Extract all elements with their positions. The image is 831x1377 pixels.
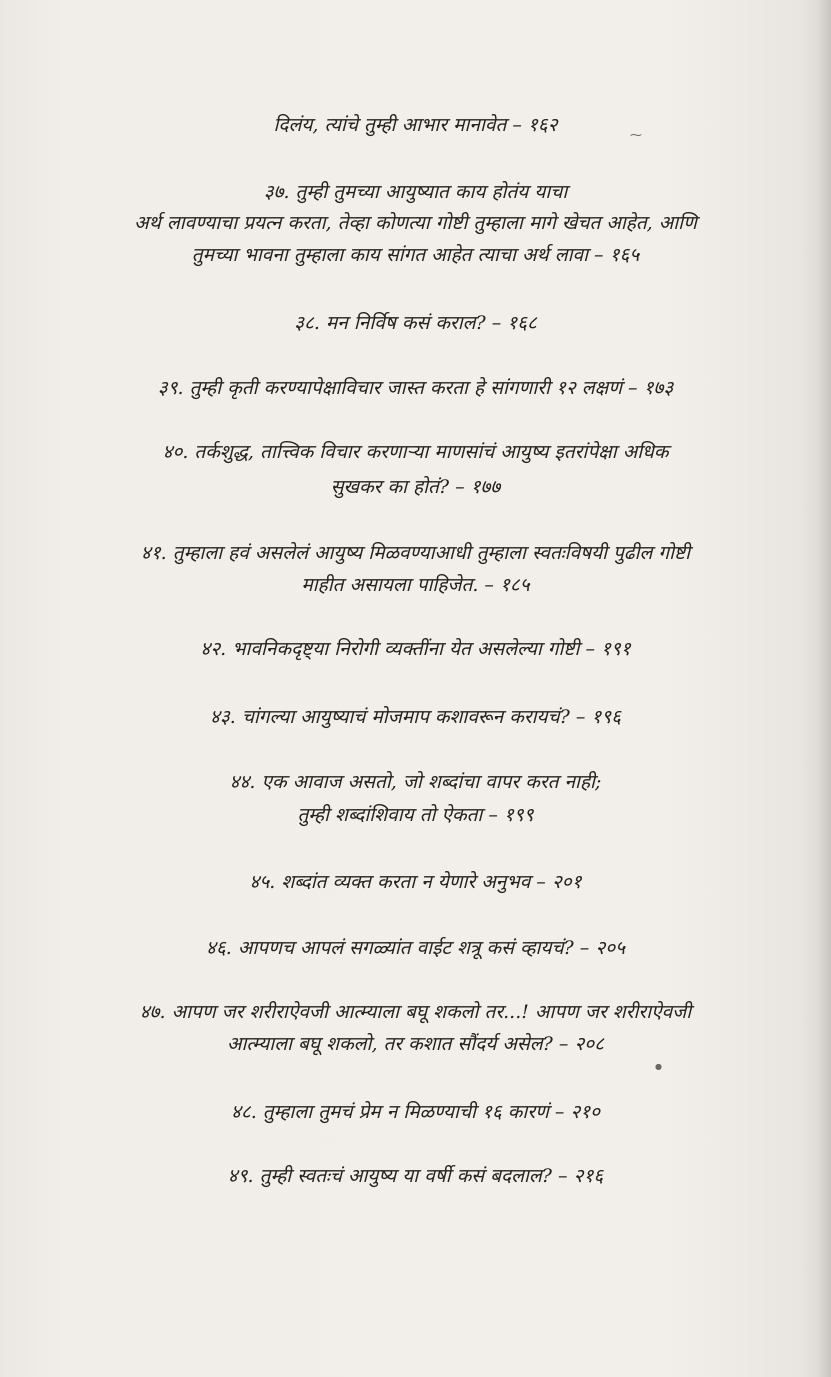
ink-dot: ● <box>655 1062 662 1071</box>
toc-entry-42: ४२. भावनिकदृष्ट्या निरोगी व्यक्तींना येत असलेल्या गोष्टी – १९१ <box>200 638 631 660</box>
toc-entry-37-line2: अर्थ लावण्याचा प्रयत्न करता, तेव्हा कोणत्या गोष्टी तुम्हाला मागे खेचत आहेत, आणि <box>134 212 697 234</box>
ink-speck: ⁓ <box>630 128 642 142</box>
toc-entry-44-line2: तुम्ही शब्दांशिवाय तो ऐकता – १९९ <box>297 804 534 826</box>
toc-entry-47-line1: ४७. आपण जर शरीराऐवजी आत्म्याला बघू शकलो तर...! आपण जर शरीराऐवजी <box>139 1001 692 1023</box>
toc-entry-37-line1: ३७. तुम्ही तुमच्या आयुष्यात काय होतंय याचा <box>263 181 568 203</box>
toc-entry-37-line3: तुमच्या भावना तुम्हाला काय सांगत आहेत त्याचा अर्थ लावा – १६५ <box>191 244 640 266</box>
toc-entry-41-line2: माहीत असायला पाहिजेत. – १८५ <box>301 574 530 596</box>
toc-entry-38: ३८. मन निर्विष कसं कराल? – १६८ <box>294 312 537 334</box>
toc-entry-49: ४९. तुम्ही स्वतःचं आयुष्य या वर्षी कसं बदलाल? – २१६ <box>227 1165 604 1187</box>
toc-entry-39: ३९. तुम्ही कृती करण्यापेक्षाविचार जास्त करता हे सांगणारी १२ लक्षणं – १७३ <box>157 377 674 399</box>
toc-entry-48: ४८. तुम्हाला तुमचं प्रेम न मिळण्याची १६ कारणं – २१० <box>230 1101 601 1123</box>
toc-entry-44-line1: ४४. एक आवाज असतो, जो शब्दांचा वापर करत नाही; <box>229 771 602 793</box>
page-edge-shadow <box>817 0 831 1377</box>
toc-entry-47-line2: आत्म्याला बघू शकलो, तर कशात सौंदर्य असेल? – २०८ <box>226 1033 605 1055</box>
toc-entry-43: ४३. चांगल्या आयुष्याचं मोजमाप कशावरून करायचं? – १९६ <box>209 706 622 728</box>
toc-entry-40-line2: सुखकर का होतं? – १७७ <box>330 476 501 498</box>
toc-line: दिलंय, त्यांचे तुम्ही आभार मानावेत – १६२ <box>273 114 558 136</box>
toc-entry-45: ४५. शब्दांत व्यक्त करता न येणारे अनुभव – २०१ <box>249 871 582 893</box>
toc-entry-41-line1: ४१. तुम्हाला हवं असलेलं आयुष्य मिळवण्याआधी तुम्हाला स्वतःविषयी पुढील गोष्टी <box>140 542 691 564</box>
toc-entry-46: ४६. आपणच आपलं सगळ्यांत वाईट शत्रू कसं व्हायचं? – २०५ <box>206 937 625 959</box>
toc-entry-40-line1: ४०. तर्कशुद्ध, तात्त्विक विचार करणाऱ्या माणसांचं आयुष्य इतरांपेक्षा अधिक <box>162 441 669 463</box>
